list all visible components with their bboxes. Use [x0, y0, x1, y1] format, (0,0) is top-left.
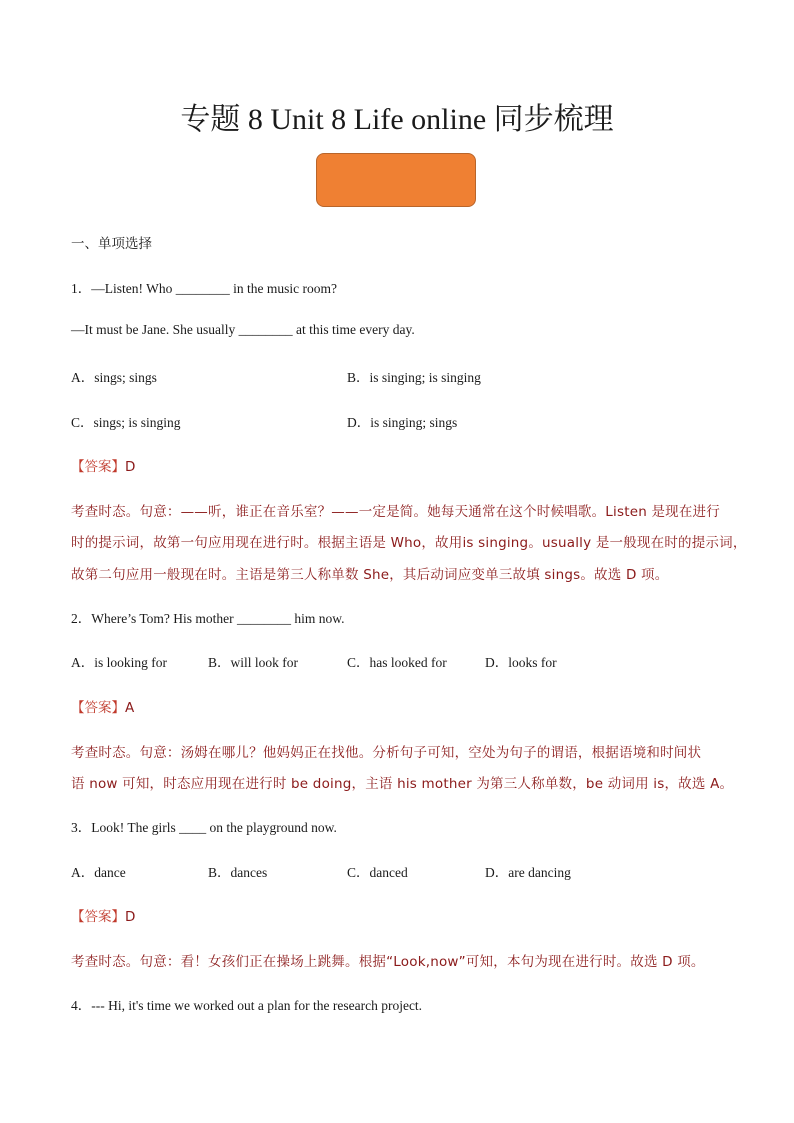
question-stem: 3．Look! The girls ____ on the playground now.: [71, 820, 337, 835]
option-c: C．has looked for: [347, 655, 447, 670]
answer-tag: 【答案】: [71, 459, 125, 475]
option-a: A．dance: [71, 865, 126, 880]
question-stem: 1．—Listen! Who ________ in the music room?: [71, 281, 337, 296]
option-d: D．looks for: [485, 655, 557, 670]
option-b: B．will look for: [208, 655, 298, 670]
section-heading: 一、单项选择: [71, 236, 152, 252]
answer-tag: 【答案】: [71, 700, 125, 716]
answer-value: A: [125, 700, 135, 716]
page-title: 专题 8 Unit 8 Life online 同步梳理: [180, 103, 614, 136]
option-b: B．is singing; is singing: [347, 370, 481, 385]
explanation-line: 考查时态。句意：——听，谁正在音乐室？——一定是简。她每天通常在这个时候唱歌。Listen 是现在进行: [71, 504, 720, 520]
option-a: A．is looking for: [71, 655, 167, 670]
question-stem: 2．Where’s Tom? His mother ________ him now.: [71, 611, 345, 626]
answer-tag: 【答案】: [71, 909, 125, 925]
answer-line: [71, 455, 135, 475]
option-c: C．danced: [347, 865, 408, 880]
explanation-line: 考查时态。句意：汤姆在哪儿？他妈妈正在找他。分析句子可知，空处为句子的谓语，根据语境和时间状: [71, 745, 702, 761]
orange-banner: [316, 153, 476, 207]
answer-line: [71, 696, 134, 716]
question-stem: —It must be Jane. She usually ________ at this time every day.: [71, 322, 415, 337]
explanation-line: 考查时态。句意：看！女孩们正在操场上跳舞。根据“Look,now”可知，本句为现在进行时。故选 D 项。: [71, 954, 705, 970]
explanation-line: 故第二句应用一般现在时。主语是第三人称单数 She，其后动词应变单三故填 sings。故选 D 项。: [71, 567, 669, 583]
answer-line: [71, 905, 135, 925]
question-stem: 4．--- Hi, it's time we worked out a plan for the research project.: [71, 998, 423, 1013]
option-c: C．sings; is singing: [71, 415, 181, 430]
answer-value: D: [125, 909, 136, 925]
explanation-line: 语 now 可知，时态应用现在进行时 be doing，主语 his mother 为第三人称单数，be 动词用 is，故选 A。: [71, 776, 734, 792]
option-d: D．are dancing: [485, 865, 571, 880]
explanation-line: 时的提示词，故第一句应用现在进行时。根据主语是 Who，故用is singing。usually 是一般现在时的提示词，: [71, 535, 747, 551]
option-d: D．is singing; sings: [347, 415, 458, 430]
option-a: A．sings; sings: [71, 370, 157, 385]
option-b: B．dances: [208, 865, 268, 880]
answer-value: D: [125, 459, 136, 475]
